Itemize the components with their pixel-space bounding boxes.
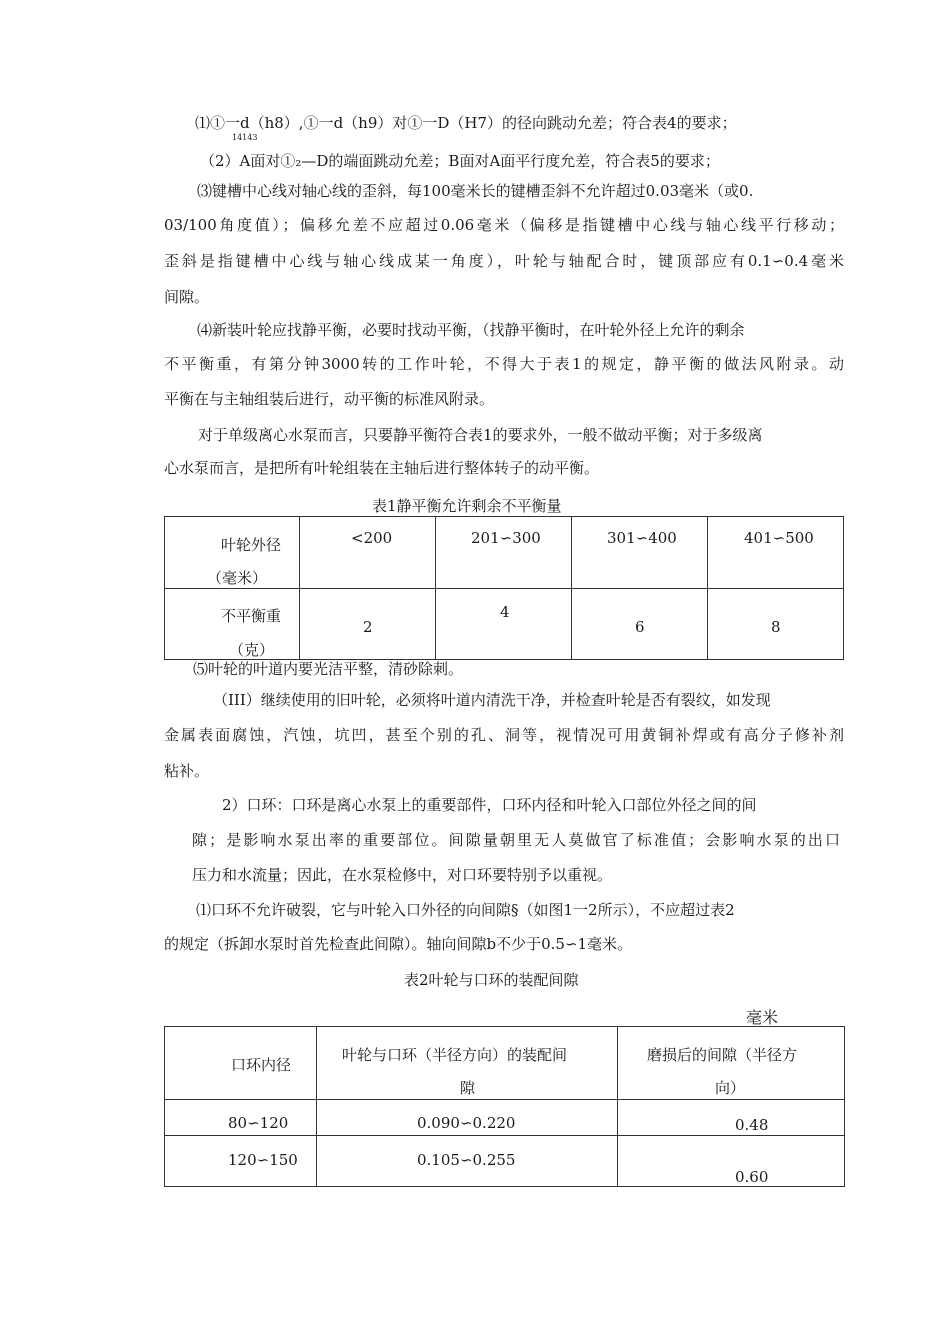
para-7-line-3: 粘补。	[164, 762, 210, 780]
table-1-header: 201∽300	[471, 529, 541, 547]
para-3-line-1: ⑶键槽中心线对轴心线的歪斜，每100毫米长的键槽歪斜不允许超过0.03毫米（或0.	[197, 182, 754, 200]
table-2	[164, 1026, 845, 1187]
table-cell	[165, 1136, 317, 1187]
table-2-header: 磨损后的间隙（半径方	[647, 1046, 798, 1064]
para-4-line-2: 不平衡重，有第分钟3000转的工作叶轮，不得大于表1的规定，静平衡的做法风附录。动	[164, 355, 844, 373]
para-5-line-2: 心水泵而言，是把所有叶轮组装在主轴后进行整体转子的动平衡。	[164, 459, 600, 477]
table-1-caption: 表1静平衡允许剩余不平衡量	[372, 497, 562, 515]
table-row	[165, 589, 844, 660]
table-1	[164, 516, 844, 660]
table-row	[165, 1100, 845, 1136]
para-5-line-1: 对于单级离心水泵而言，只要静平衡符合表1的要求外，一般不做动平衡；对于多级离	[198, 426, 763, 444]
para-6-line: ⑸叶轮的叶道内要光洁平整，清砂除刺。	[193, 660, 464, 678]
para-1-subscript: 14143	[232, 133, 258, 142]
para-3-line-4: 间隙。	[164, 288, 210, 306]
table-1-value: 4	[500, 603, 510, 621]
table-2-header-cont: 向）	[715, 1079, 746, 1097]
para-4-line-1: ⑷新装叶轮应找静平衡，必要时找动平衡，（找静平衡时，在叶轮外径上允许的剩余	[197, 321, 745, 339]
para-3-line-3: 歪斜是指键槽中心线与轴心线成某一角度），叶轮与轴配合时，键顶部应有0.1∽0.4毫米	[164, 252, 844, 270]
table-2-gap: 0.090∽0.220	[417, 1114, 516, 1132]
table-cell	[708, 517, 844, 589]
para-3-line-2: 03/100角度值）；偏移允差不应超过0.06毫米（偏移是指键槽中心线与轴心线平行移动；	[164, 216, 844, 234]
table-1-header: 401∽500	[744, 529, 814, 547]
table-cell	[165, 1027, 317, 1100]
table-1-row-label: 不平衡重	[221, 607, 282, 625]
table-2-diameter: 80∽120	[228, 1114, 289, 1132]
table-cell	[436, 589, 572, 660]
table-row	[165, 1027, 845, 1100]
table-cell	[165, 1100, 317, 1136]
table-1-header: <200	[351, 529, 393, 547]
para-9-line-1: ⑴口环不允许破裂，它与叶轮入口外径的向间隙§（如图1一2所示），不应超过表2	[196, 901, 735, 919]
para-8-line-2: 隙；是影响水泵出率的重要部位。间隙量朝里无人莫做官了标准值；会影响水泵的出口	[192, 831, 840, 849]
table-row	[165, 517, 844, 589]
table-row	[165, 1136, 845, 1187]
table-cell	[618, 1100, 845, 1136]
para-9-line-2: 的规定（拆卸水泵时首先检查此间隙）。轴向间隙b不少于0.5∽1毫米。	[164, 935, 633, 953]
table-1-row-label: 叶轮外径	[221, 536, 282, 554]
table-1-header: 301∽400	[607, 529, 677, 547]
table-1-row-unit: （克）	[229, 641, 275, 659]
para-7-line-2: 金属表面腐蚀，汽蚀，坑凹，甚至个别的孔、洞等，视情况可用黄铜补焊或有高分子修补剂	[164, 726, 844, 744]
table-2-worn: 0.60	[735, 1168, 769, 1186]
table-cell	[572, 589, 708, 660]
para-7-line-1: （III）继续使用的旧叶轮，必须将叶道内清洗干净，并检查叶轮是否有裂纹，如发现	[213, 691, 771, 709]
table-cell	[317, 1100, 618, 1136]
table-cell	[317, 1136, 618, 1187]
para-8-line-1: 2）口环：口环是离心水泵上的重要部件，口环内径和叶轮入口部位外径之间的间	[222, 796, 757, 814]
para-2-line: （2）A面对①₂—D的端面跳动允差；B面对A面平行度允差，符合表5的要求；	[200, 152, 720, 170]
table-2-header-cont: 隙	[460, 1079, 476, 1097]
table-cell	[300, 517, 436, 589]
table-cell	[436, 517, 572, 589]
table-2-header: 口环内径	[231, 1056, 292, 1074]
para-4-line-3: 平衡在与主轴组装后进行，动平衡的标准风附录。	[164, 390, 495, 408]
table-cell	[317, 1027, 618, 1100]
table-cell	[618, 1027, 845, 1100]
para-1-line: ⑴①一d（h8）,①一d（h9）对①一D（H7）的径向跳动允差；符合表4的要求；	[195, 114, 737, 132]
table-2-gap: 0.105∽0.255	[417, 1151, 516, 1169]
table-1-row-unit: （毫米）	[207, 569, 268, 587]
table-cell	[300, 589, 436, 660]
table-2-diameter: 120∽150	[228, 1151, 298, 1169]
table-2-caption: 表2叶轮与口环的装配间隙	[404, 971, 579, 989]
table-2-header: 叶轮与口环（半径方向）的装配间	[342, 1046, 568, 1064]
table-cell	[618, 1136, 845, 1187]
table-2-unit: 毫米	[746, 1008, 779, 1027]
table-2-worn: 0.48	[735, 1116, 769, 1134]
table-cell	[708, 589, 844, 660]
table-cell	[572, 517, 708, 589]
table-1-value: 2	[363, 618, 373, 636]
table-1-value: 8	[771, 618, 781, 636]
para-8-line-3: 压力和水流量；因此，在水泵检修中，对口环要特别予以重视。	[192, 866, 613, 884]
table-cell	[165, 517, 300, 589]
table-1-value: 6	[635, 618, 645, 636]
table-cell	[165, 589, 300, 660]
